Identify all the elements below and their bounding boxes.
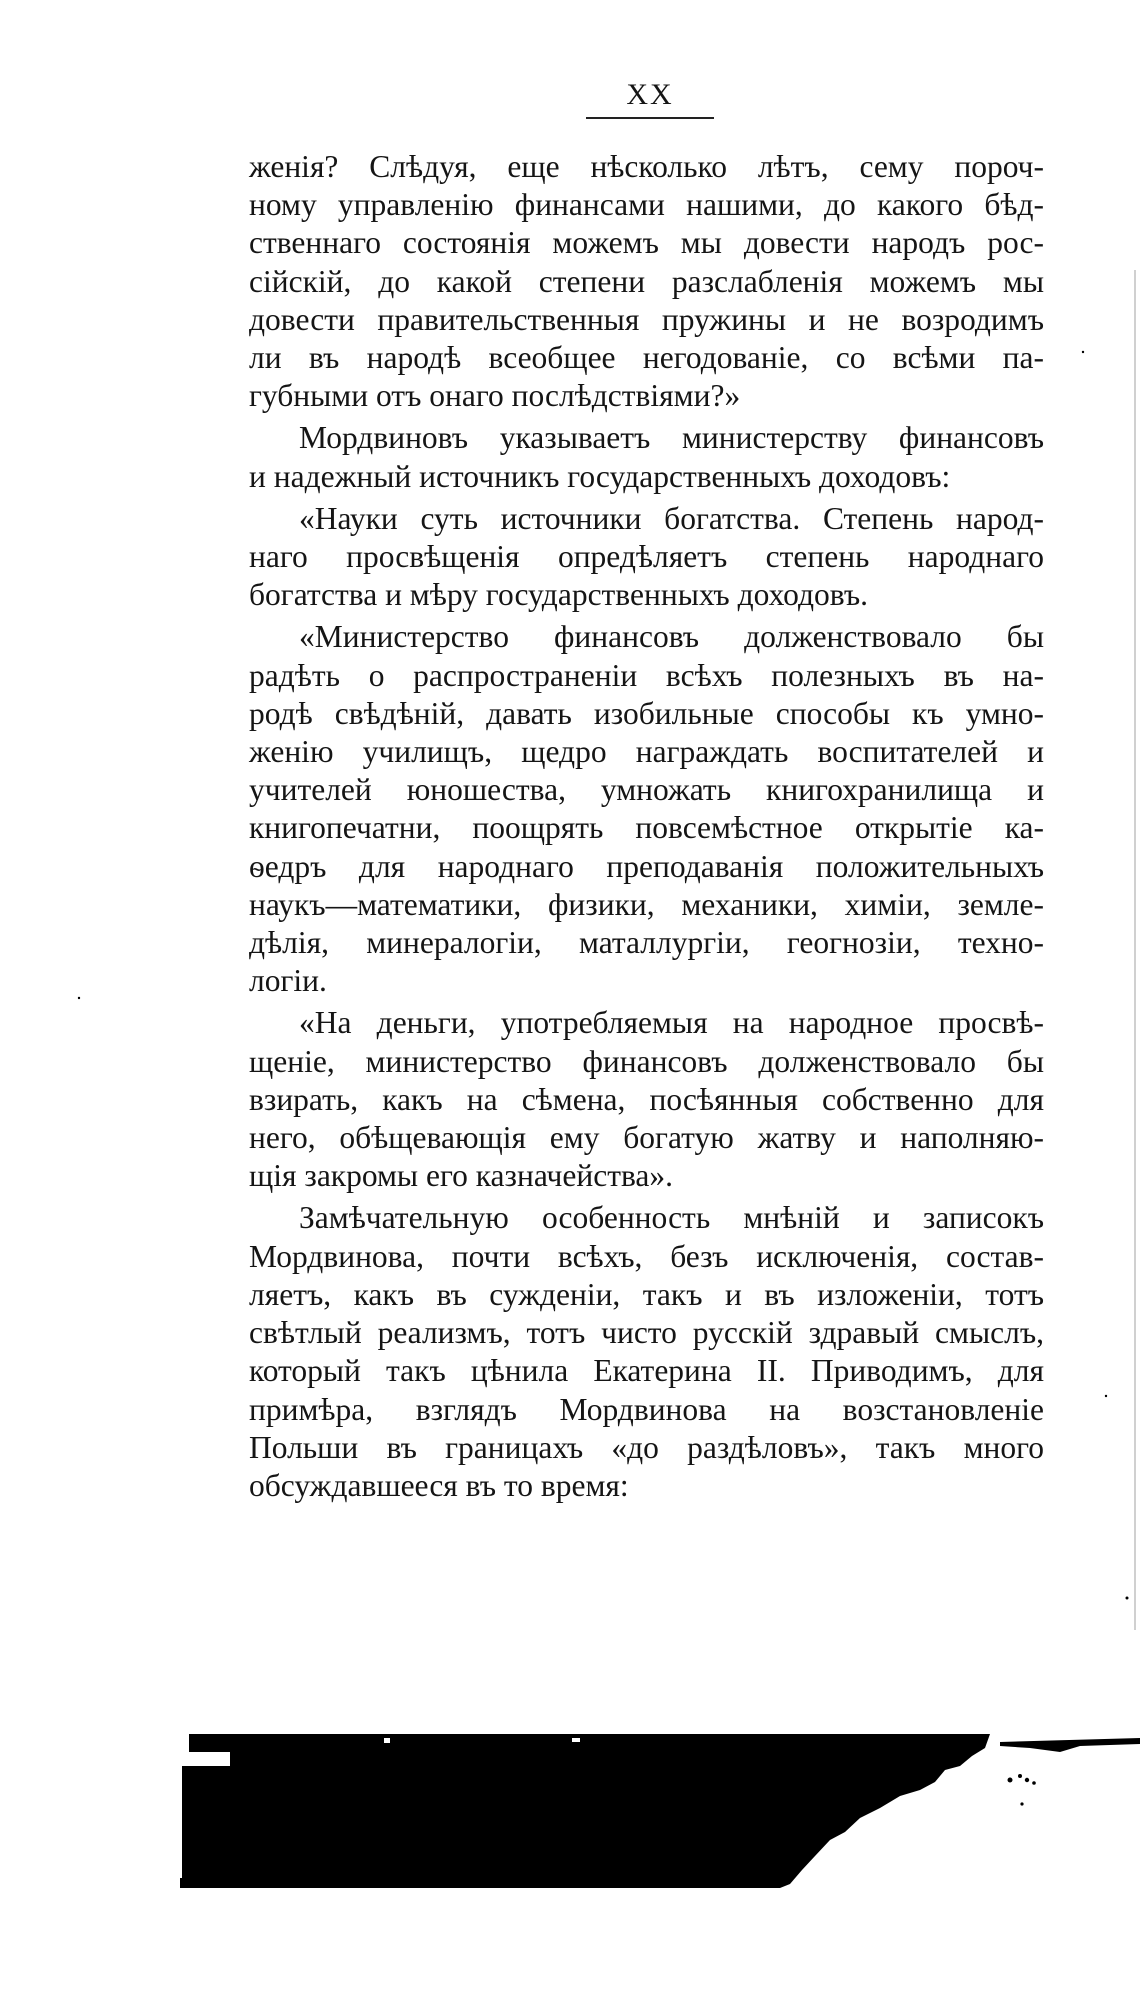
- text-line: дѣлія, минералогіи, маталлургіи, геогнозіи, техно-: [249, 925, 1044, 961]
- text-line: «Науки суть источники богатства. Степень народ-: [299, 500, 1044, 536]
- text-line: учителей юношества, умножать книгохранилища и: [249, 772, 1044, 808]
- text-line: радѣть о распространеніи всѣхъ полезныхъ въ на-: [249, 657, 1044, 693]
- text-line: богатства и мѣру государственныхъ доходовъ.: [249, 577, 868, 613]
- text-line: Мордвинова, почти всѣхъ, безъ исключенія, состав-: [249, 1238, 1044, 1274]
- blot-speck: [1008, 1778, 1013, 1783]
- white-notch: [384, 1738, 390, 1743]
- blot-speck: [1018, 1774, 1022, 1778]
- blot-speck: [1082, 351, 1084, 353]
- text-line: логіи.: [249, 963, 327, 999]
- text-line: сійскій, до какой степени разслабленія можемъ мы: [249, 263, 1044, 299]
- blot-speck: [1032, 1781, 1036, 1785]
- text-line: ственнаго состоянія можемъ мы довести народъ рос-: [249, 225, 1044, 261]
- text-line: ляетъ, какъ въ сужденіи, такъ и въ изложеніи, тотъ: [249, 1276, 1044, 1312]
- text-line: примѣра, взглядъ Мордвинова на возстановленіе: [249, 1391, 1044, 1427]
- text-line: который такъ цѣнила Екатерина II. Приводимъ, для: [249, 1353, 1044, 1389]
- text-line: и надежный источникъ государственныхъ доходовъ:: [249, 458, 951, 494]
- text-line: него, обѣщевающія ему богатую жатву и наполняю-: [249, 1120, 1044, 1156]
- text-line: родѣ свѣдѣній, давать изобильные способы къ умно-: [249, 695, 1044, 731]
- blot-shape: [182, 1734, 990, 1888]
- blot-speck: [1105, 1395, 1107, 1397]
- text-line: свѣтлый реализмъ, тотъ чисто русскій здравый смыслъ,: [249, 1315, 1044, 1351]
- text-line: щія закромы его казначейства».: [249, 1158, 674, 1194]
- text-line: Замѣчательную особенность мнѣній и записокъ: [299, 1200, 1044, 1236]
- text-line: губными отъ онаго послѣдствіями?»: [249, 378, 741, 414]
- text-line: ѳедръ для народнаго преподаванія положительныхъ: [249, 848, 1044, 884]
- blot-shape: [1000, 1738, 1140, 1752]
- text-line: обсуждавшееся въ то время:: [249, 1467, 629, 1503]
- text-line: женію училищъ, щедро награждать воспитателей и: [249, 734, 1044, 770]
- text-line: «Министерство финансовъ долженствовало бы: [299, 619, 1044, 655]
- text-line: Мордвиновъ указываетъ министерству финансовъ: [299, 420, 1044, 456]
- text-line: ли въ народѣ всеобщее негодованіе, со всѣми па-: [249, 340, 1044, 376]
- text-line: книгопечатни, поощрять повсемѣстное открытіе ка-: [249, 810, 1044, 846]
- text-line: Польши въ границахъ «до раздѣловъ», такъ много: [249, 1429, 1044, 1465]
- text-line: довести правительственныя пружины и не возродимъ: [249, 301, 1044, 337]
- text-line: взирать, какъ на сѣмена, посѣянныя собственно для: [249, 1081, 1044, 1117]
- blot-speck: [1020, 1802, 1023, 1805]
- text-line: наго просвѣщенія опредѣляетъ степень народнаго: [249, 539, 1044, 575]
- text-line: ному управленію финансами нашими, до какого бѣд-: [249, 187, 1044, 223]
- text-line: наукъ—математики, физики, механики, химіи, земле-: [249, 886, 1044, 922]
- text-line: женія? Слѣдуя, еще нѣсколько лѣтъ, сему пороч-: [249, 149, 1044, 184]
- text-line: «На деньги, употребляемыя на народное просвѣ-: [299, 1005, 1044, 1041]
- edge-shadow: [1134, 270, 1136, 1630]
- text-line: щеніе, министерство финансовъ долженствовало бы: [249, 1043, 1044, 1079]
- blot-shape: [180, 1878, 232, 1888]
- white-notch: [572, 1738, 580, 1742]
- blot-speck: [1126, 1597, 1129, 1600]
- page-number: XX: [626, 78, 674, 111]
- blot-speck: [1025, 1778, 1029, 1782]
- blot-speck: [78, 997, 80, 999]
